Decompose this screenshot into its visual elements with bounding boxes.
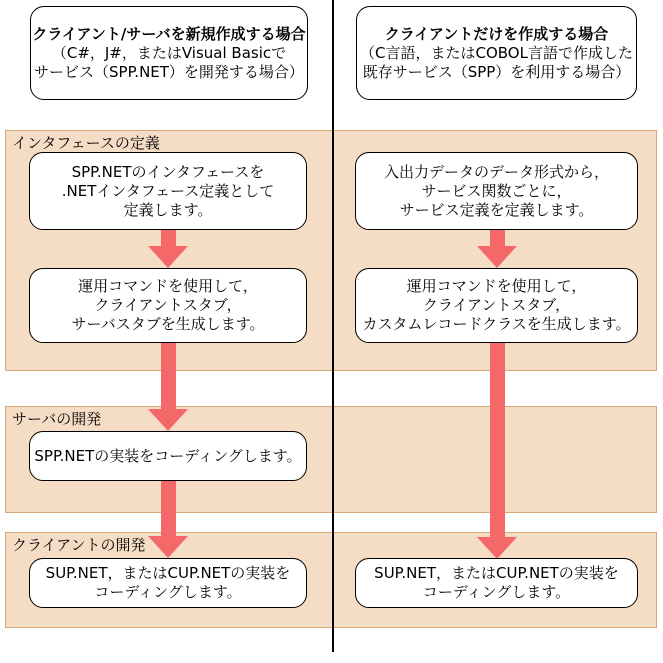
column-divider-line xyxy=(332,0,334,652)
header-subtitle-line: 既存サービス（SPP）を利用する場合） xyxy=(362,63,631,81)
box-text-line: 入出力データのデータ形式から， xyxy=(383,162,609,181)
arrow-head-icon xyxy=(477,537,517,559)
step-box-code-client-right xyxy=(355,558,638,608)
arrow-shaft xyxy=(161,343,176,410)
box-text-line: サービス関数ごとに， xyxy=(421,181,572,200)
arrow-shaft xyxy=(161,230,176,247)
flow-arrow-down xyxy=(477,230,517,268)
arrow-head-icon xyxy=(477,246,517,268)
header-subtitle-line: サービス（SPP.NET）を開発する場合） xyxy=(34,63,304,81)
arrow-shaft xyxy=(490,343,505,538)
box-text-line: SUP.NET，またはCUP.NETの実装を xyxy=(374,564,619,582)
flow-arrow-down xyxy=(148,481,188,558)
box-text-line: SPP.NETのインタフェースを xyxy=(71,162,265,181)
band-label-server: サーバの開発 xyxy=(12,410,102,428)
box-text-line: コーディングします。 xyxy=(422,583,571,601)
arrow-head-icon xyxy=(148,246,188,268)
header-box-client-only xyxy=(356,6,637,100)
box-text-line: サービス定義を定義します。 xyxy=(399,200,594,219)
box-text-line: サーバスタブを生成します。 xyxy=(71,315,265,333)
box-text-line: クライアントスタブ， xyxy=(94,296,242,314)
step-box-define-net-interface xyxy=(29,152,307,230)
box-text-line: .NETインタフェース定義として xyxy=(61,181,275,200)
header-box-new-client-server xyxy=(30,6,308,100)
box-text-line: 運用コマンドを使用して， xyxy=(406,277,587,295)
flow-arrow-down xyxy=(148,230,188,268)
box-text-line: カスタムレコードクラスを生成します。 xyxy=(362,315,631,333)
box-text-line: 運用コマンドを使用して， xyxy=(78,277,258,295)
step-box-define-service-definition xyxy=(355,152,638,230)
box-text-line: SUP.NET，またはCUP.NETの実装を xyxy=(45,564,291,582)
step-box-code-spp-net xyxy=(29,431,307,481)
arrow-shaft xyxy=(161,481,176,537)
band-label-client: クライアントの開発 xyxy=(12,536,146,554)
arrow-head-icon xyxy=(148,409,188,431)
flow-arrow-down xyxy=(477,343,517,559)
box-text-line: コーディングします。 xyxy=(94,583,242,601)
flow-arrow-down xyxy=(148,343,188,431)
header-title: クライアント/サーバを新規作成する場合 xyxy=(32,25,306,43)
step-box-code-client-left xyxy=(29,558,307,608)
arrow-head-icon xyxy=(148,536,188,558)
header-subtitle-line: （C#，J#，またはVisual Basicで xyxy=(51,44,287,62)
band-label-interface: インタフェースの定義 xyxy=(12,134,160,152)
header-subtitle-line: （C言語，またはCOBOL言語で作成した xyxy=(360,44,633,62)
box-text-line: SPP.NETの実装をコーディングします。 xyxy=(34,446,302,465)
header-title: クライアントだけを作成する場合 xyxy=(384,25,609,43)
arrow-shaft xyxy=(490,230,505,247)
box-text-line: クライアントスタブ， xyxy=(422,296,571,314)
box-text-line: 定義します。 xyxy=(123,200,213,219)
step-box-generate-stubs-right xyxy=(355,268,638,343)
step-box-generate-stubs-left xyxy=(29,268,307,343)
